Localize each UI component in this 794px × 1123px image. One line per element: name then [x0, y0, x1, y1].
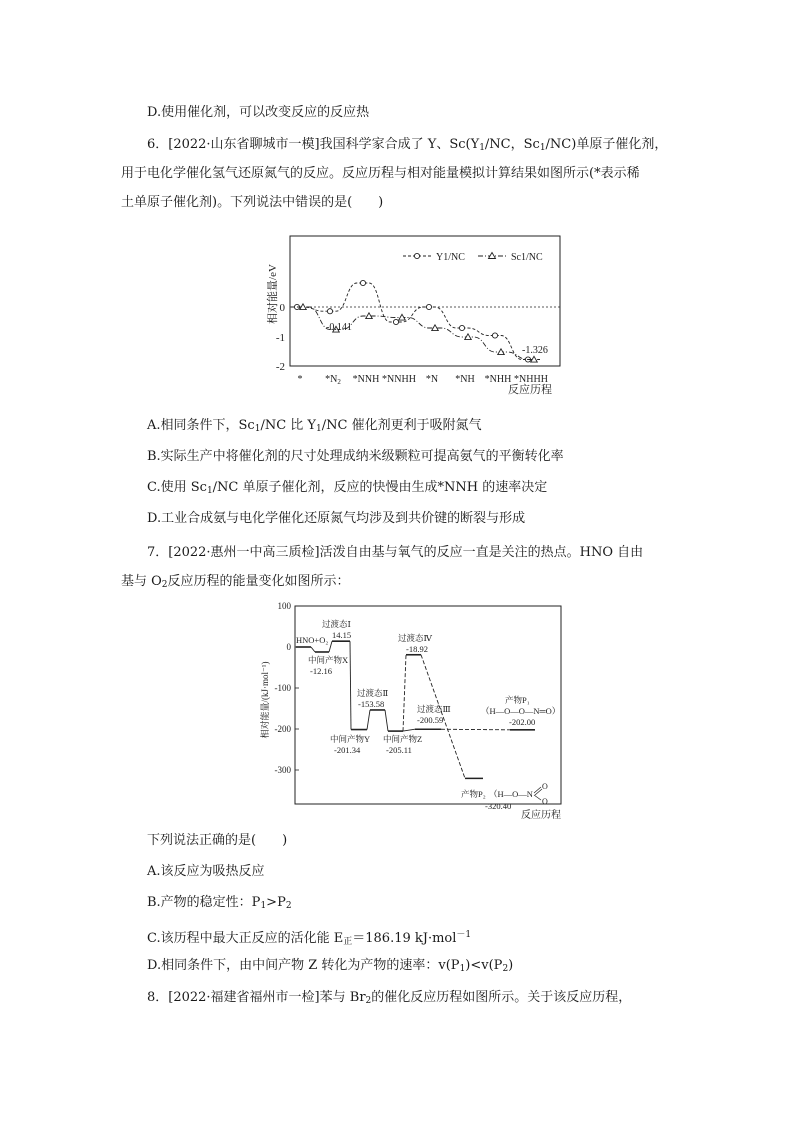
chart2-formula-p2: （H—O—N	[489, 789, 533, 799]
nitro-group-icon	[534, 787, 542, 800]
chart1-xtick-label: *NHH	[484, 374, 512, 385]
chart2-connector	[311, 647, 315, 652]
chart1-xtick-label: *NNHH	[382, 374, 416, 385]
chart1-point-sc1	[432, 325, 439, 331]
chart2-value-p1: -202.00	[509, 717, 536, 727]
chart1-annotation-1326: -1.326	[522, 345, 548, 356]
chart1-point-y1	[459, 325, 464, 330]
chart2-ytick: 100	[277, 601, 291, 611]
chart2-value-p2: -320.40	[485, 801, 512, 811]
chart2-label-z: 中间产物Z	[383, 734, 423, 744]
q6-stem-line3: 土单原子催化剂)。下列说法中错误的是( )	[121, 195, 384, 210]
q7-stem-line2: 基与 $O_2$反应历程的能量变化如图所示：	[121, 574, 350, 590]
q6-stem-line2: 用于电化学催化氢气还原氮气的反应。反应历程与相对能量模拟计算结果如图所示(*表示稀	[121, 166, 640, 181]
q7-option-b: B.产物的稳定性：$P_1>P_2$	[147, 895, 292, 911]
chart1-xtick-label: *N	[425, 374, 439, 385]
chart2-label-ts4: 过渡态Ⅳ	[398, 633, 432, 643]
chart1-point-y1	[327, 309, 332, 314]
q6-option-c: C.使用 $Sc_1/NC$ 单原子催化剂，反应的快慢由生成*NNH 的速率决定	[147, 480, 548, 496]
chart2-ytick: 0	[286, 642, 291, 652]
chart2-value-x: -12.16	[310, 666, 332, 676]
chart1-annotation-0141: -0.141	[326, 322, 352, 333]
chart1-xlabel: 反应历程	[508, 384, 552, 396]
oxygen-glyph: O	[542, 782, 548, 791]
chart2-value-ts4: -18.92	[406, 644, 428, 654]
chart-energy-profile-kJ	[255, 598, 575, 823]
chart1-ytick: -1	[275, 332, 285, 344]
chart1-legend	[403, 252, 543, 263]
chart1-series-line-sc1	[297, 307, 540, 360]
chart1-point-y1	[492, 333, 497, 338]
chart2-connector	[403, 729, 415, 731]
chart2-connector	[441, 729, 510, 730]
q6-option-b: B.实际生产中将催化剂的尺寸处理成纳米级颗粒可提高氨气的平衡转化率	[147, 449, 564, 464]
chart2-ytick-labels	[275, 601, 292, 775]
oxygen-glyph: O	[542, 797, 548, 806]
chart2-value-ts3: -200.59	[417, 715, 444, 725]
chart2-ytick: -300	[274, 765, 291, 775]
q6-option-a: A.相同条件下，$Sc_1/NC$ 比 $Y_1/NC$ 催化剂更利于吸附氮气	[147, 418, 482, 434]
chart1-point-y1	[360, 280, 365, 285]
chart1-xtick-label: *NNH	[352, 374, 380, 385]
chart2-xlabel: 反应历程	[521, 810, 561, 821]
chart2-value-z: -205.11	[386, 745, 412, 755]
chart2-label-ts2: 过渡态Ⅱ	[357, 688, 389, 698]
chart1-ytick: -2	[275, 361, 285, 373]
q6-option-d: D.工业合成氨与电化学催化还原氮气均涉及到共价键的断裂与形成	[147, 511, 526, 526]
chart1-xtick-label: $*N_2$	[325, 374, 341, 386]
q7-option-c: C.该历程中最大正反应的活化能 $E_正=186.19$ kJ·mol$^{-1}$	[147, 930, 472, 947]
chart2-label-ts3: 过渡态Ⅲ	[417, 704, 451, 714]
chart1-ytick: 0	[279, 302, 285, 314]
chart-energy-profile-eV	[260, 226, 570, 401]
chart2-connector	[385, 710, 388, 731]
q7-option-d: D.相同条件下，由中间产物 Z 转化为产物的速率：$v(P_1)<v(P_2)$	[147, 958, 514, 974]
q7-stem-line1: 7．[2022·惠州一中高三质检]活泼自由基与氧气的反应一直是关注的热点。HNO 自由	[147, 545, 644, 560]
chart1-point-y1	[426, 304, 431, 309]
q6-stem-line1: 6．[2022·山东省聊城市一模]我国科学家合成了 Y、$Sc(Y_1/NC$，$Sc_1/NC$)单原子催化剂，	[147, 137, 668, 153]
chart2-label-p1: 产物P₁	[505, 695, 530, 705]
chart2-value-ts2: -153.58	[358, 699, 385, 709]
chart1-ylabel: 相对能量/eV	[267, 264, 279, 324]
q7-question-stem: 下列说法正确的是( )	[147, 833, 288, 848]
chart2-ytick: -100	[274, 683, 291, 693]
chart1-legend-y1: Y1/NC	[436, 252, 465, 263]
chart2-value-ts1: 14.15	[332, 630, 352, 640]
chart2-label-y: 中间产物Y	[330, 734, 371, 744]
chart2-label-x: 中间产物X	[308, 655, 349, 665]
chart2-ylabel: 相对能量/(kJ·mol⁻¹)	[260, 661, 270, 739]
chart2-value-y: -201.34	[334, 745, 361, 755]
chart2-ytick: -200	[274, 724, 291, 734]
chart1-xtick-label: *NH	[455, 374, 475, 385]
chart2-connector	[350, 641, 351, 729]
chart2-label-p2: 产物P₂	[461, 789, 486, 799]
chart2-label-ts1: 过渡态Ⅰ	[322, 619, 351, 629]
chart1-legend-sc1: Sc1/NC	[511, 252, 543, 263]
chart1-xtick-label: *NHHH	[514, 374, 548, 385]
circle-marker-icon	[414, 253, 419, 258]
chart2-label-reactant: HNO+O₂	[296, 635, 329, 645]
triangle-marker-icon	[489, 253, 496, 259]
q5-option-d: D.使用催化剂，可以改变反应的反应热	[147, 105, 370, 120]
chart1-point-y1	[393, 319, 398, 324]
chart2-connector	[329, 641, 332, 652]
q8-stem-line1: 8．[2022·福建省福州市一检]苯与 $Br_2$的催化反应历程如图所示。关于该反应历程，	[147, 990, 632, 1006]
chart2-connector	[403, 655, 406, 731]
q7-option-a: A.该反应为吸热反应	[147, 864, 265, 879]
chart1-xtick-label: *	[297, 374, 303, 385]
chart2-connector	[367, 710, 370, 730]
chart2-formula-p1: （H—O—O—N═O）	[481, 706, 561, 716]
